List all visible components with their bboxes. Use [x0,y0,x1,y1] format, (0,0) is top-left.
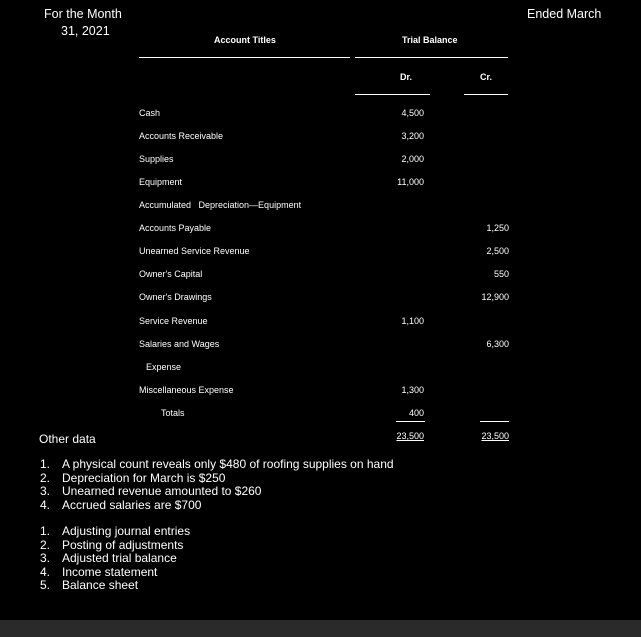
debit-amount: 1,100 [401,316,424,326]
other-data-list [40,458,394,512]
list-item: 4. Accrued salaries are $700 [40,497,202,512]
debit-amount: 1,300 [401,385,424,395]
list-item: 1. A physical count reveals only $480 of roofing supplies on hand [40,457,394,471]
credit-amount: 6,300 [486,339,509,349]
column-header-dr: Dr. [400,72,413,82]
debit-amount: 2,000 [401,154,424,164]
header-ended: Ended March [527,7,602,21]
account-title: Supplies [139,154,174,164]
account-title: Expense [146,362,182,372]
totals-credit: 23,500 [481,431,509,441]
credit-amount: 550 [493,269,509,279]
list-item: 4. Income statement [40,564,158,579]
header-period-line2: 31, 2021 [61,24,110,38]
totals-label: Totals [161,408,185,418]
list-item: 3. Unearned revenue amounted to $260 [40,484,262,498]
rule-titles [139,57,350,58]
account-title: Equipment [139,177,183,187]
account-title: Accounts Receivable [139,131,224,141]
other-data-title: Other data [39,432,96,446]
debit-amount: 3,200 [401,131,424,141]
column-header-cr: Cr. [480,72,493,82]
list-item: 2. Depreciation for March is $250 [40,470,226,485]
account-title: Service Revenue [139,316,208,326]
rule-cr-subtotal [480,421,509,422]
list-item: 3. Adjusted trial balance [40,551,177,565]
column-header-account-titles: Account Titles [214,35,276,45]
list-item: 2. Posting of adjustments [40,537,184,552]
bottom-bar [0,620,641,637]
tasks-list [40,525,190,593]
account-title: Owner's Drawings [139,292,212,302]
debit-amount: 11,000 [397,177,424,187]
account-title: Accounts Payable [139,223,212,233]
column-header-trial-balance: Trial Balance [402,35,458,45]
list-item: 1. Adjusting journal entries [40,524,191,538]
credit-amount: 1,250 [486,223,509,233]
header-period-line1: For the Month [44,7,122,21]
account-title: Accumulated Depreciation—Equipment [139,200,302,210]
rule-dr [355,94,430,95]
list-item: 5. Balance sheet [40,578,139,592]
rule-extra-dr [396,421,425,422]
account-title: Unearned Service Revenue [139,246,250,256]
rule-trial-balance [355,57,508,58]
account-title: Miscellaneous Expense [139,385,234,395]
account-title: Cash [139,108,161,118]
rule-cr [464,94,508,95]
account-title: Salaries and Wages [139,339,220,349]
credit-amount: 2,500 [486,246,509,256]
credit-amount: 12,900 [481,292,509,302]
extra-debit-amount: 400 [408,408,424,418]
debit-amount: 4,500 [401,108,424,118]
account-title: Owner's Capital [139,269,203,279]
totals-debit: 23,500 [396,431,424,441]
